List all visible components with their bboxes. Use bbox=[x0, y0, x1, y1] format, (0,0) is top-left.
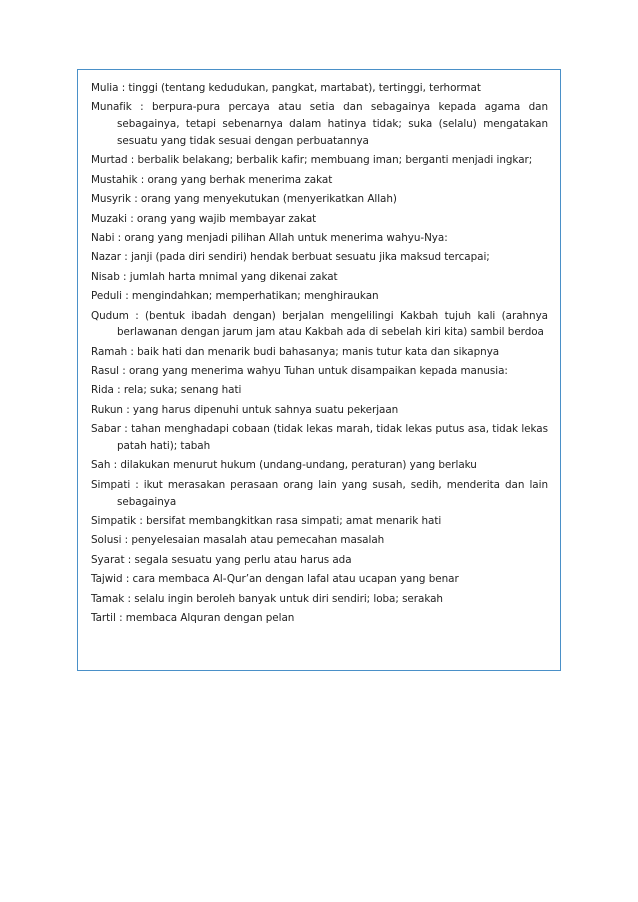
glossary-entry-peduli: Peduli : mengindahkan; memperhatikan; menghiraukan bbox=[91, 290, 379, 303]
glossary-entry-solusi: Solusi : penyelesaian masalah atau pemecahan masalah bbox=[91, 534, 385, 547]
glossary-entry-muzaki: Muzaki : orang yang wajib membayar zakat bbox=[91, 212, 317, 225]
glossary-entry-rukun: Rukun : yang harus dipenuhi untuk sahnya suatu pekerjaan bbox=[91, 403, 399, 416]
glossary-entry-rida: Rida : rela; suka; senang hati bbox=[91, 384, 242, 397]
glossary-entry-mulia: Mulia : tinggi (tentang kedudukan, pangkat, martabat), tertinggi, terhormat bbox=[91, 82, 481, 94]
glossary-entry-nazar: Nazar : janji (pada diri sendiri) hendak berbuat sesuatu jika maksud tercapai; bbox=[91, 251, 490, 264]
glossary-entry-musyrik: Musyrik : orang yang menyekutukan (menyerikatkan Allah) bbox=[91, 193, 397, 206]
glossary-box bbox=[77, 69, 561, 671]
glossary-entry-munafik: Munafik : berpura-pura percaya atau setia dan sebagainya kepada agama dan sebagainya, tetapi sebenarnya dalam hatinya tidak; suka (selalu) mengatakan sesuatu yang tidak sesuai dengan perbuatannya bbox=[91, 101, 548, 147]
glossary-entry-nisab: Nisab : jumlah harta mnimal yang dikenai zakat bbox=[91, 270, 338, 283]
glossary-entry-tajwid: Tajwid : cara membaca Al-Qur’an dengan lafal atau ucapan yang benar bbox=[91, 573, 459, 586]
glossary-entry-sah: Sah : dilakukan menurut hukum (undang-undang, peraturan) yang berlaku bbox=[91, 459, 477, 472]
glossary-entry-syarat: Syarat : segala sesuatu yang perlu atau harus ada bbox=[91, 553, 352, 566]
glossary-entry-simpatik: Simpatik : bersifat membangkitkan rasa simpati; amat menarik hati bbox=[91, 515, 442, 528]
glossary-entry-sabar: Sabar : tahan menghadapi cobaan (tidak lekas marah, tidak lekas putus asa, tidak lekas patah hati); tabah bbox=[91, 423, 548, 453]
glossary-entry-rasul: Rasul : orang yang menerima wahyu Tuhan untuk disampaikan kepada manusia: bbox=[91, 365, 508, 378]
glossary-entry-ramah: Ramah : baik hati dan menarik budi bahasanya; manis tutur kata dan sikapnya bbox=[91, 345, 500, 358]
glossary-entry-tamak: Tamak : selalu ingin beroleh banyak untuk diri sendiri; loba; serakah bbox=[91, 592, 443, 605]
glossary-entry-tartil: Tartil : membaca Alquran dengan pelan bbox=[91, 611, 295, 624]
glossary-entry-nabi: Nabi : orang yang menjadi pilihan Allah untuk menerima wahyu-Nya: bbox=[91, 231, 448, 244]
glossary-entry-qudum: Qudum : (bentuk ibadah dengan) berjalan mengelilingi Kakbah tujuh kali (arahnya berlawanan dengan jarum jam atau Kakbah ada di sebelah kiri kita) sambil berdoa bbox=[91, 309, 548, 339]
glossary-entry-simpati: Simpati : ikut merasakan perasaan orang lain yang susah, sedih, menderita dan lain sebagainya bbox=[91, 478, 548, 508]
glossary-entry-murtad: Murtad : berbalik belakang; berbalik kafir; membuang iman; berganti menjadi ingkar; bbox=[91, 154, 533, 167]
glossary-entry-mustahik: Mustahik : orang yang berhak menerima zakat bbox=[91, 173, 333, 186]
